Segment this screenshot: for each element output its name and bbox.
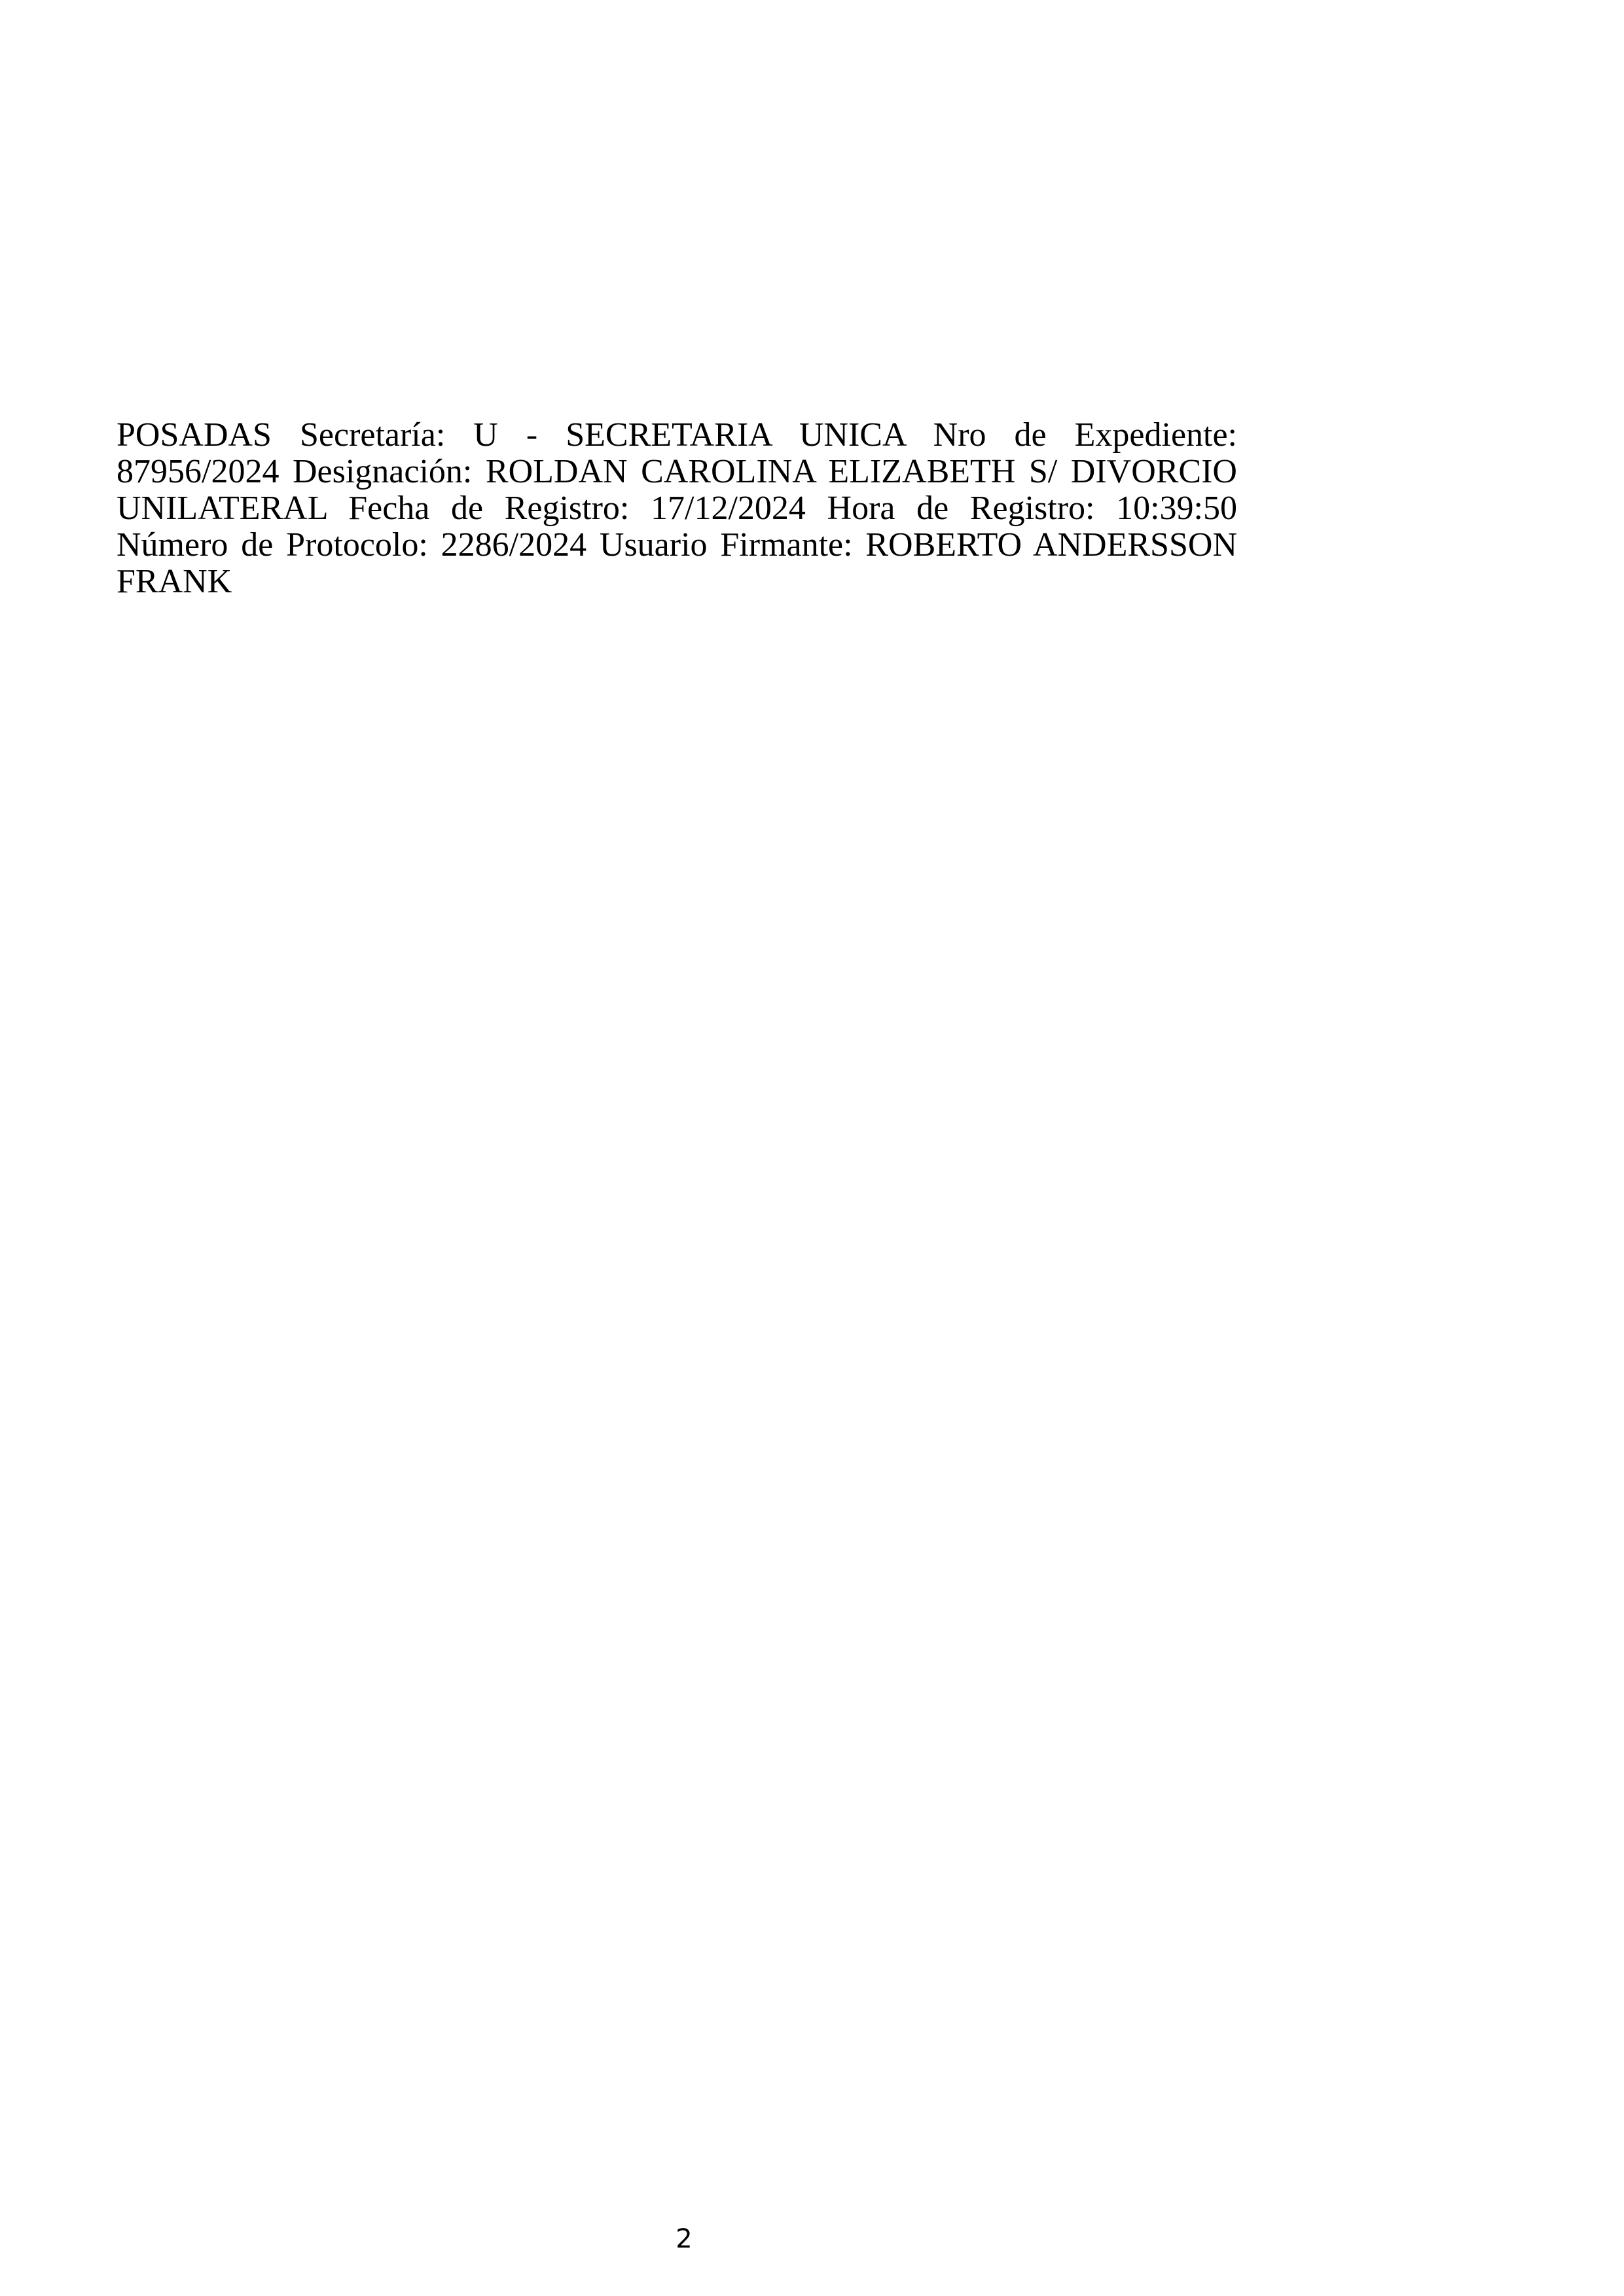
page-number: 2 bbox=[676, 2224, 693, 2254]
registration-text: POSADAS Secretaría: U - SECRETARIA UNICA Nro de Expediente: 87956/2024 Designación: ROLDAN CAROLINA ELIZABETH S/ DIVORCIO UNILATERAL Fecha de Registro: 17/12/2024 Hora de Registro: 10:39:50 Número de Protocolo: 2286/2024 Usuario Firmante: ROBERTO ANDERSSON FRANK bbox=[117, 416, 1237, 600]
